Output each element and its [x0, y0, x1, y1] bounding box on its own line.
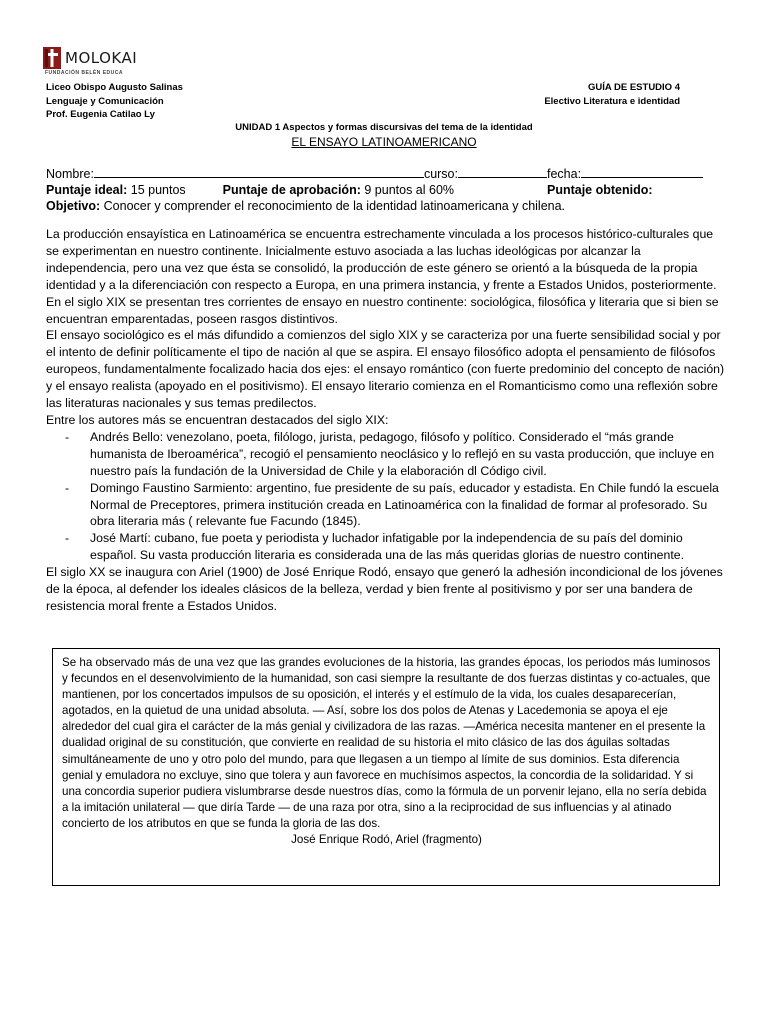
student-info-form [46, 166, 736, 214]
obtained-score-label: Puntaje obtenido: [546, 183, 653, 197]
guide-number: GUÍA DE ESTUDIO 4 [587, 82, 680, 93]
paragraph-3: El ensayo sociológico es el más difundido a comienzos del siglo XIX y se caracteriza por una fuerte sensibilidad social y por el intento de definir políticamente el tipo de nación al que se aspira. El ensayo filosófico adopta el pensamiento de filósofos europeos, fundamentalmente focalizado hacia dos ejes: el ensayo romántico (con fuerte predominio del concepto de nación) y el ensayo realista (apoyado en el positivismo). El ensayo literario comienza en el Romanticismo como una reflexión sobre las literaturas nacionales y sus temas predilectos. [46, 328, 725, 411]
approval-score-value: 9 puntos al 60% [364, 183, 455, 197]
elective-name: Electivo Literatura e identidad [544, 95, 680, 107]
ideal-score-value: 15 puntos [130, 183, 186, 197]
unit-heading: UNIDAD 1 Aspectos y formas discursivas del tema de la identidad [235, 122, 533, 133]
list-item [46, 429, 726, 480]
list-dash: - [65, 531, 70, 546]
list-dash: - [65, 480, 70, 495]
name-field[interactable] [94, 166, 424, 178]
subject-name: Lenguaje y Comunicación [46, 95, 164, 107]
quote-text: Se ha observado más de una vez que las grandes evoluciones de la historia, las grandes épocas, los periodos más luminosos y fecundos en el desenvolvimiento de la humanidad, son casi siempre la resultante de dos fuerzas distintas y co-actuales, que mantienen, por los concertados impulsos de su oposición, el interés y el estímulo de la vida, los cuales desaparecerían, agotados, en la quietud de una unidad absoluta. — Así, sobre los dos polos de Atenas y Lacedemonia se apoya el eje alrededor del cual gira el carácter de la más genial y civilizadora de las razas. —América necesita mantener en el presente la dualidad original de su constitución, que convierte en realidad de su historia el mito clásico de las dos águilas soltadas simultáneamente de uno y otro polo del mundo, para que llegasen a un tiempo al límite de sus dominios. Esta diferencia genial y emuladora no excluye, sino que tolera y aun favorece en muchísimos aspectos, la concordia de la solidaridad. Y si una concordia superior pudiera vislumbrarse desde nuestros días, como la fórmula de un porvenir lejano, ella no sería debida a la imitación unilateral — que diría Tarde — de una raza por otra, sino a la reciprocidad de sus influencias y al atinado concierto de los atributos en que se funda la gloria de las dos. [62, 656, 711, 830]
paragraph-5: El siglo XX se inaugura con Ariel (1900) de José Enrique Rodó, ensayo que generó la adhesión incondicional de los jóvenes de la época, al defender los ideales clásicos de la belleza, verdad y bien frente al positivismo y por ser una bandera de resistencia moral frente a Estados Unidos. [46, 565, 723, 613]
quote-box [52, 648, 720, 886]
author-sarmiento: Domingo Faustino Sarmiento: argentino, fue presidente de su país, educador y estadista. En Chile fundó la escuela Normal de Preceptores, primera institución creada en Latinoamérica con la finalidad de formar al profesorado. Su obra literaria más ( relevante fue Facundo (1845). [90, 480, 719, 529]
name-label: Nombre: [46, 167, 94, 181]
paragraph-2: En el siglo XIX se presentan tres corrientes de ensayo en nuestro continente: sociológica, filosófica y literaria que si bien se encuentran emparentadas, poseen rasgos distintivos. [46, 294, 719, 326]
objective-text: Conocer y comprender el reconocimiento de la identidad latinoamericana y chilena. [103, 199, 566, 213]
logo-subtitle: FUNDACIÓN BELÉN EDUCA [45, 70, 123, 76]
paragraph-1: La producción ensayística en Latinoamérica se encuentra estrechamente vinculada a los procesos histórico-culturales que se experimentan en nuestro continente. Inicialmente estuvo asociada a las luchas ideológicas por alcanzar la independencia, pero una vez que ésta se consolidó, la producción de este género se orientó a la búsqueda de la propia identidad y a la diferenciación con respecto a Europa, en una primera instancia, y frente a Estados Unidos, posteriormente. [46, 227, 717, 292]
logo-name: MOLOKAI [65, 49, 138, 67]
quote-attribution: José Enrique Rodó, Ariel (fragmento) [291, 833, 482, 847]
school-logo [43, 46, 167, 78]
course-field[interactable] [458, 166, 547, 178]
course-label: curso: [423, 167, 458, 181]
ideal-score-label: Puntaje ideal: [46, 183, 128, 197]
list-item [46, 480, 726, 531]
score-row [46, 182, 736, 198]
list-dash: - [65, 429, 70, 444]
paragraph-4: Entre los autores más se encuentran destacados del siglo XIX: [46, 412, 389, 427]
molokai-logo-icon [43, 47, 61, 69]
header-left [46, 81, 183, 122]
body-text [46, 226, 726, 615]
authors-list [46, 429, 726, 564]
teacher-name: Prof. Eugenia Catilao Ly [46, 109, 155, 120]
header-right [544, 81, 680, 108]
name-row [46, 166, 736, 182]
objective-row [46, 198, 736, 214]
objective-label: Objetivo: [46, 199, 101, 213]
date-field[interactable] [581, 166, 703, 178]
list-item [46, 530, 726, 564]
school-name: Liceo Obispo Augusto Salinas [46, 82, 183, 93]
date-label: fecha: [546, 167, 582, 181]
author-marti: José Martí: cubano, fue poeta y periodista y luchador infatigable por la independencia de su país del dominio español. Su vasta producción literaria es considerada una de las más queridas glorias de nuestro continente. [90, 531, 685, 563]
page-title: EL ENSAYO LATINOAMERICANO [291, 135, 477, 149]
approval-score-label: Puntaje de aprobación: [222, 183, 361, 197]
author-bello: Andrés Bello: venezolano, poeta, filólogo, jurista, pedagogo, filósofo y político. Considerado el “más grande humanista de Iberoamérica”, recogió el pensamiento neoclásico y lo reflejó en su vasta producción, que incluye en nuestro país la fundación de la Universidad de Chile y la elaboración dl Código civil. [90, 429, 715, 478]
